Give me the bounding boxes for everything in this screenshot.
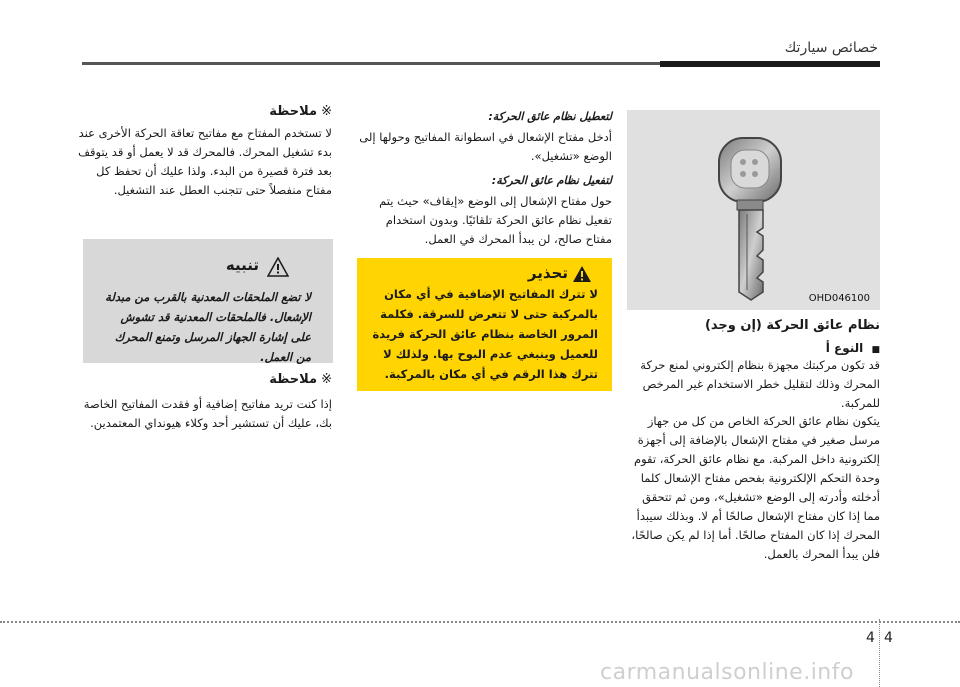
paragraph-description: يتكون نظام عائق الحركة الخاص من كل من جهاز مرسل صغير في مفتاح الإشعال بالإضافة إلى أجهزة إلكترونية داخل المركبة. مع نظام عائق الحركة، تقوم وحدة التحكم الإلكترونية بفحص مفتاح الإشعال كلما أدخلته وأدرته إلى الوضع «تشغيل»، ومن ثم تتحقق مما إذا كان مفتاح الإشعال صالحًا أم لا. وبذلك سيبدأ المحرك إذا كان المفتاح صالحًا. أما إذا لم يكن صالحًا، فلن يبدأ المحرك بالعمل.: [631, 414, 880, 561]
note-star-icon: ※: [321, 104, 332, 119]
note-star-icon: ※: [321, 372, 332, 387]
chapter-number: 4: [866, 630, 875, 646]
paragraph-intro: قد تكون مركبتك مجهزة بنظام إلكتروني لمنع حركة المحرك وذلك لتقليل خطر الاستخدام غير المرخص للمركبة.: [640, 358, 880, 410]
watermark: carmanualsonline.info: [600, 660, 854, 685]
type-label: [627, 341, 880, 355]
arm-paragraph: حول مفتاح الإشعال إلى الوضع «إيقاف» حيث يتم تفعيل نظام عائق الحركة تلقائيًا. وبدون استخدام مفتاح صالح، لن يبدأ المحرك في العمل.: [379, 194, 612, 246]
note-title: ملاحظة: [269, 104, 318, 119]
footer-rule: [0, 621, 960, 623]
caution-title: تنبيه: [225, 256, 259, 274]
warning-triangle-icon: [572, 265, 592, 283]
caution-triangle-icon: [267, 257, 289, 277]
warning-title: تحذير: [527, 264, 568, 282]
arm-heading: لتفعيل نظام عائق الحركة:: [491, 174, 612, 187]
key-icon: [707, 132, 797, 302]
page-header-title: خصائص سيارتك: [784, 40, 878, 56]
note-title: ملاحظة: [269, 372, 318, 387]
caution-box: [83, 239, 333, 363]
figure-code: OHD046100: [808, 293, 870, 304]
note-body: إذا كنت تريد مفاتيح إضافية أو فقدت المفاتيح الخاصة بك، عليك أن تستشير أحد وكلاء هيونداي المعتمدين.: [83, 397, 332, 430]
square-bullet-icon: ■: [871, 345, 880, 355]
disarm-paragraph: أدخل مفتاح الإشعال في اسطوانة المفاتيح وحولها إلى الوضع «تشغيل».: [359, 130, 612, 163]
note-heading: [77, 372, 332, 387]
caution-body: لا تضع الملحقات المعدنية بالقرب من مبدلة الإشعال. فالملحقات المعدنية قد تشوش على إشارة الجهاز المرسل وتمنع المحرك من العمل.: [105, 290, 311, 364]
type-label-text: النوع أ: [825, 341, 864, 355]
warning-box: [357, 258, 612, 391]
section-title: نظام عائق الحركة (إن وجد): [704, 318, 880, 333]
note-heading: [77, 104, 332, 119]
disarm-heading: لتعطيل نظام عائق الحركة:: [488, 110, 612, 123]
note-body: لا تستخدم المفتاح مع مفاتيح تعاقة الحركة الأخرى عند بدء تشغيل المحرك. فالمحرك قد لا يعمل أو قد يتوقف بعد فترة قصيرة من البدء. ولذا عليك أن تحفظ كل مفتاح منفصلاً حتى تتجنب العطل عند التشغيل.: [78, 126, 332, 197]
page-number: 4: [884, 630, 893, 646]
footer-divider: [879, 619, 880, 687]
key-illustration: [627, 110, 880, 310]
header-rule-accent: [660, 61, 880, 67]
warning-body: لا تترك المفاتيح الإضافية في أي مكان بالمركبة حتى لا تتعرض للسرقة. فكلمة المرور الخاصة بنظام عائق الحركة فريدة للعميل وينبغي عدم البوح بها. ولذلك لا تترك هذا الرقم في أي مكان بالمركبة.: [372, 287, 598, 381]
